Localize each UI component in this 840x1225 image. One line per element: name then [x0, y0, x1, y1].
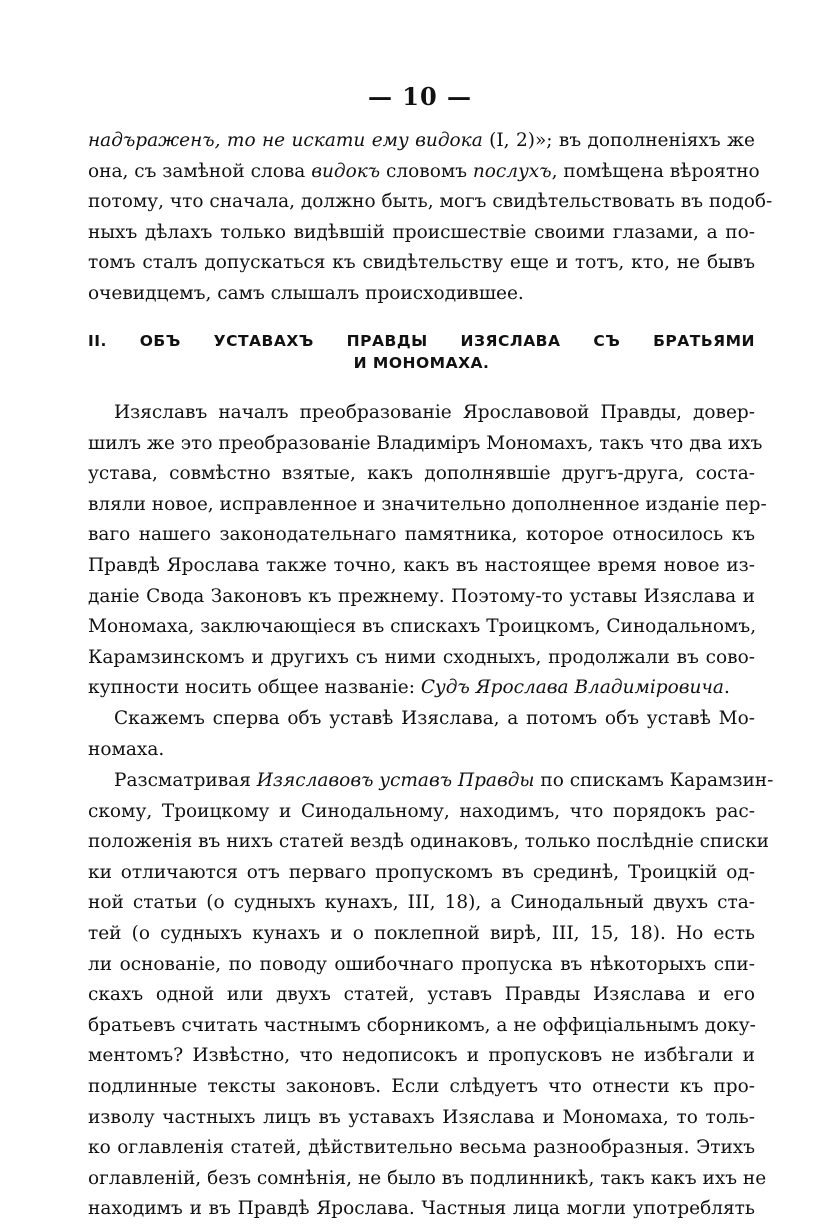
text-line: Скажемъ сперва объ уставѣ Изяслава, а потомъ объ уставѣ Мо-	[114, 708, 755, 729]
text-line: она, съ замѣной слова видокъ словомъ послухъ, помѣщена вѣроятно	[88, 160, 760, 182]
paragraph-3	[88, 766, 774, 1225]
text-line: братьевъ считать частнымъ сборникомъ, а не оффиціальнымъ доку-	[88, 1014, 756, 1036]
text-line: скому, Троицкому и Синодальному, находимъ, что порядокъ рас-	[88, 800, 755, 822]
text-line: ной статьи (о судныхъ кунахъ, III, 18), а Синодальный двухъ ста-	[88, 892, 755, 914]
text-line: ваго нашего законодательнаго памятника, которое относилось къ	[88, 524, 755, 546]
text-line: изволу частныхъ лицъ въ уставахъ Изяслава и Мономаха, то толь-	[88, 1106, 755, 1128]
paragraph-1	[88, 398, 767, 704]
heading-line-2: И МОНОМАХА.	[353, 354, 490, 372]
text-line: положенія въ нихъ статей вездѣ одинаковъ, только послѣдніе списки	[88, 831, 769, 853]
text-line: Разсматривая Изяславовъ уставъ Правды по спискамъ Карамзин-	[114, 770, 774, 791]
text-line: Изяславъ началъ преобразованіе Ярославовой Правды, довер-	[114, 402, 755, 423]
text-line: устава, совмѣстно взятые, какъ дополнявшіе другъ-друга, соста-	[88, 463, 755, 485]
text-line: оглавленій, безъ сомнѣнія, не было въ подлинникѣ, такъ какъ ихъ не	[88, 1167, 767, 1189]
text-line: Правдѣ Ярослава также точно, какъ въ настоящее время новое из-	[88, 554, 755, 576]
text-line: шилъ же это преобразованіе Владиміръ Мономахъ, такъ что два ихъ	[88, 432, 763, 454]
text-line: потому, что сначала, должно быть, могъ свидѣтельствовать въ подоб-	[88, 191, 773, 213]
text-line: Карамзинскомъ и другихъ съ ними сходныхъ, продолжали въ сово-	[88, 646, 755, 668]
section-heading	[88, 330, 755, 374]
text-line: скахъ одной или двухъ статей, уставъ Правды Изяслава и его	[88, 984, 755, 1006]
intro-paragraph	[88, 126, 773, 310]
text-line: Мономаха, заключающіеся въ спискахъ Троицкомъ, Синодальномъ,	[88, 616, 757, 638]
text-line: номаха.	[88, 738, 165, 760]
text-line: подлинные тексты законовъ. Если слѣдуетъ что отнести къ про-	[88, 1075, 755, 1097]
text-line: купности носить общее названіе: Судъ Ярослава Владиміровича.	[88, 677, 730, 699]
text-line: ныхъ дѣлахъ только видѣвшій происшествіе своими глазами, а по-	[88, 221, 755, 243]
text-line: томъ сталъ допускаться къ свидѣтельству еще и тотъ, кто, не бывъ	[88, 252, 755, 274]
text-line: даніе Свода Законовъ къ прежнему. Поэтому-то уставы Изяслава и	[88, 585, 755, 607]
text-line: ли основаніе, по поводу ошибочнаго пропуска въ нѣкоторыхъ спи-	[88, 953, 755, 975]
text-line: ки отличаются отъ перваго пропускомъ въ срединѣ, Троицкій од-	[88, 861, 755, 883]
text-line: ментомъ? Извѣстно, что недописокъ и пропусковъ не избѣгали и	[88, 1045, 755, 1067]
text-line: надъраженъ, то не искати ему видока (I, 2)»; въ дополненіяхъ же	[88, 130, 755, 151]
text-line: тей (о судныхъ кунахъ и о поклепной вирѣ, III, 15, 18). Но есть	[88, 922, 755, 944]
page-number: — 10 —	[367, 82, 473, 111]
text-line: ко оглавленія статей, дѣйствительно весьма разнообразныя. Этихъ	[88, 1137, 755, 1159]
paragraph-2	[88, 704, 755, 765]
text-line: вляли новое, исправленное и значительно дополненное изданіе пер-	[88, 493, 767, 515]
heading-line-1: II. ОБЪ УСТАВАХЪ ПРАВДЫ ИЗЯСЛАВА СЪ БРАТЬЯМИ	[88, 332, 755, 350]
text-line: очевидцемъ, самъ слышалъ происходившее.	[88, 282, 524, 304]
text-line: находимъ и въ Правдѣ Ярослава. Частныя лица могли употреблять	[88, 1198, 755, 1220]
